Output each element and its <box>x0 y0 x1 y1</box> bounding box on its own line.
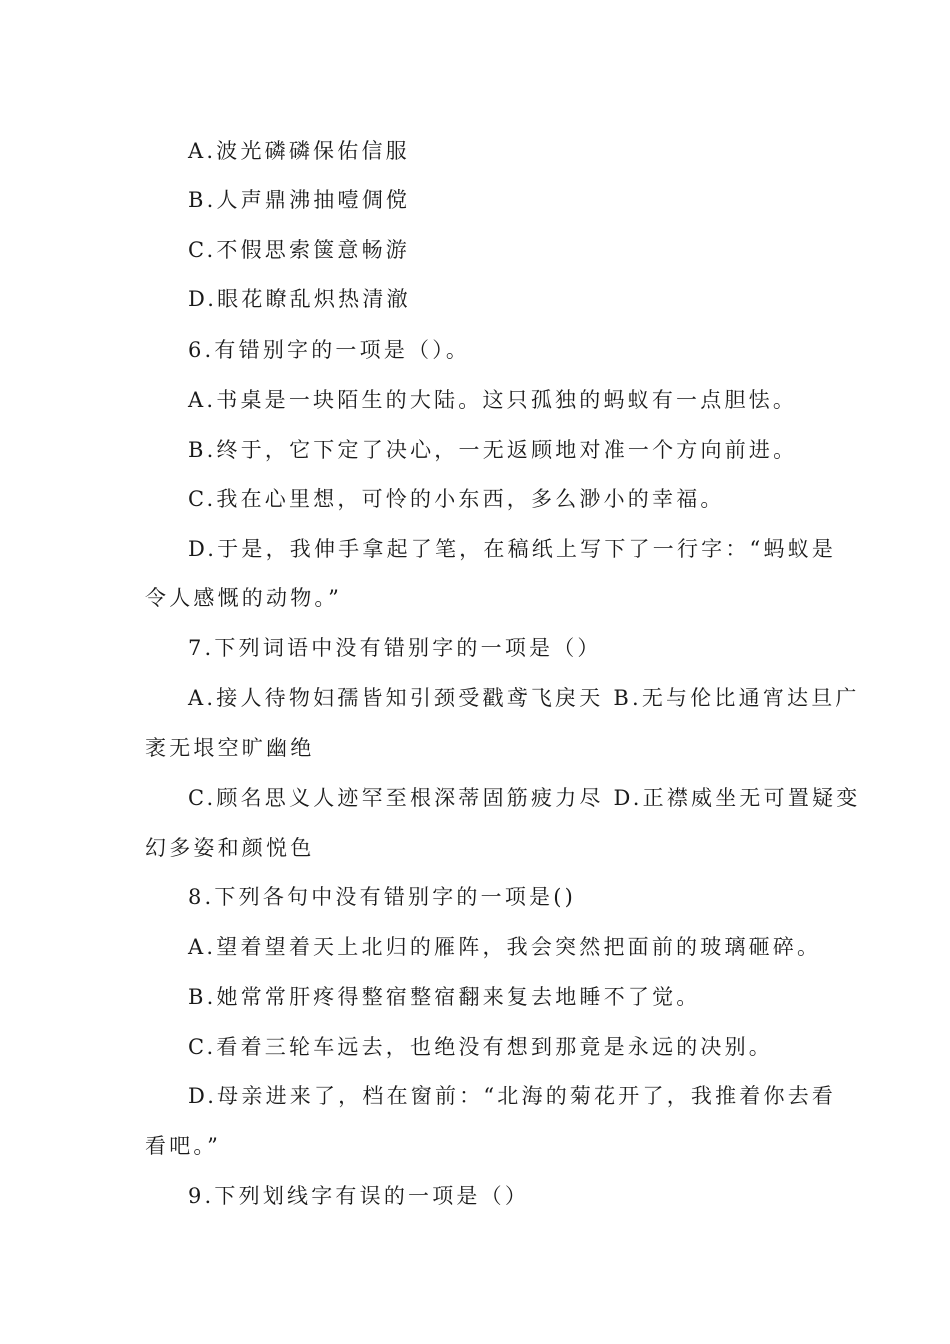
option-line: D.于是，我伸手拿起了笔，在稿纸上写下了一行字：“蚂蚁是 <box>188 537 837 561</box>
question-line: 9.下列划线字有误的一项是（） <box>188 1184 530 1208</box>
option-line: A.书桌是一块陌生的大陆。这只孤独的蚂蚁有一点胆怯。 <box>188 388 798 412</box>
option-line: A.波光磷磷保佑信服 <box>188 139 410 163</box>
option-continuation: 袤无垠空旷幽绝 <box>145 736 315 760</box>
option-line: A.望着望着天上北归的雁阵，我会突然把面前的玻璃砸碎。 <box>188 935 822 959</box>
option-line: D.眼花瞭乱炽热清澈 <box>188 287 411 311</box>
option-line: C.我在心里想，可怜的小东西，多么渺小的幸福。 <box>188 487 725 511</box>
option-line: A.接人待物妇孺皆知引颈受戳鸢飞戾天 B.无与伦比通宵达旦广 <box>188 686 860 710</box>
option-continuation: 令人感慨的动物。” <box>145 586 343 610</box>
option-line: D.母亲进来了，档在窗前：“北海的菊花开了，我推着你去看 <box>188 1084 837 1108</box>
option-line: C.看着三轮车远去，也绝没有想到那竟是永远的决别。 <box>188 1035 773 1059</box>
option-line: B.她常常肝疼得整宿整宿翻来复去地睡不了觉。 <box>188 985 701 1009</box>
question-line: 6.有错别字的一项是（）。 <box>188 338 471 362</box>
question-line: 8.下列各句中没有错别字的一项是() <box>188 885 577 909</box>
option-line: B.终于，它下定了决心，一无返顾地对准一个方向前进。 <box>188 438 798 462</box>
question-line: 7.下列词语中没有错别字的一项是（） <box>188 636 602 660</box>
option-line: C.顾名思义人迹罕至根深蒂固筋疲力尽 D.正襟威坐无可置疑变 <box>188 786 861 810</box>
option-continuation: 幻多姿和颜悦色 <box>145 836 315 860</box>
option-line: C.不假思索箧意畅游 <box>188 238 410 262</box>
option-line: B.人声鼎沸抽噎倜傥 <box>188 188 411 212</box>
option-continuation: 看吧。” <box>145 1134 222 1158</box>
